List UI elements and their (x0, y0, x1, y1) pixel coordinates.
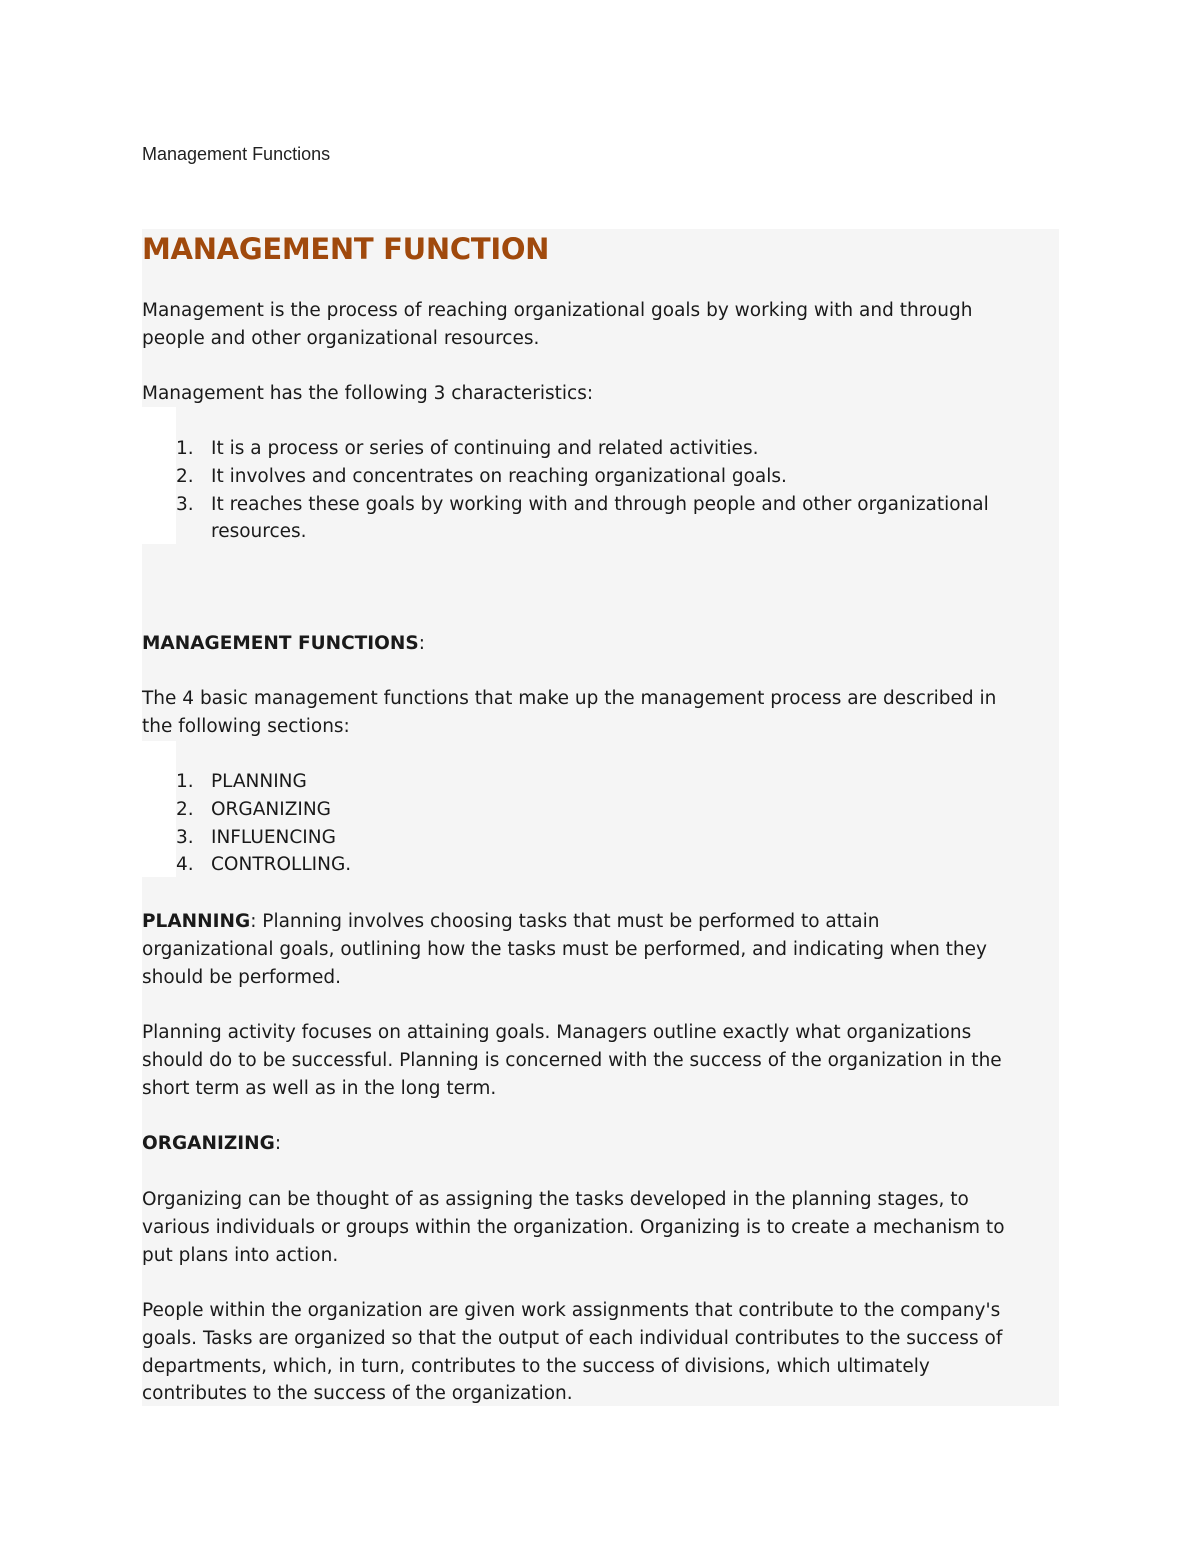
intro-paragraph (142, 297, 972, 353)
organizing-label: ORGANIZING (142, 1133, 275, 1154)
organizing-heading (142, 1130, 281, 1158)
paragraph-line: various individuals or groups within the organization. Organizing is to create a mechanism to (142, 1216, 1005, 1238)
functions-intro-line: the following sections: (142, 715, 350, 737)
paragraph-line: Planning activity focuses on attaining goals. Managers outline exactly what organizations (142, 1022, 972, 1043)
list-number: 3. (176, 826, 194, 848)
list-item (142, 796, 351, 824)
functions-heading-label: MANAGEMENT FUNCTIONS (142, 633, 419, 654)
organizing-suffix: : (274, 1133, 282, 1154)
list-item-text: It is a process or series of continuing and related activities. (211, 438, 759, 459)
list-item-text: INFLUENCING (211, 826, 336, 848)
list-item (142, 463, 989, 491)
paragraph-line: should do to be successful. Planning is concerned with the success of the organization in the (142, 1049, 1002, 1071)
characteristics-list (142, 435, 989, 546)
paragraph-line: put plans into action. (142, 1244, 339, 1266)
list-item (142, 768, 351, 796)
planning-activity-paragraph (142, 1019, 1002, 1102)
functions-intro (142, 685, 996, 741)
list-number: 2. (176, 798, 194, 820)
functions-heading (142, 630, 425, 658)
list-item (142, 491, 989, 547)
paragraph-line: goals. Tasks are organized so that the output of each individual contributes to the success of (142, 1327, 1003, 1349)
intro-line: Management is the process of reaching organizational goals by working with and through (142, 300, 973, 321)
list-item-text: CONTROLLING. (211, 854, 352, 876)
planning-text: should be performed. (142, 966, 342, 988)
functions-heading-suffix: : (418, 633, 425, 654)
list-item-text: It involves and concentrates on reaching organizational goals. (211, 465, 787, 487)
list-number: 4. (176, 854, 194, 876)
list-number: 2. (176, 465, 194, 487)
list-number: 1. (176, 771, 194, 792)
list-item (142, 851, 351, 879)
list-item-text: resources. (211, 521, 307, 543)
paragraph-line: short term as well as in the long term. (142, 1077, 497, 1099)
intro-line: people and other organizational resources. (142, 327, 540, 349)
functions-intro-line: The 4 basic management functions that make up the management process are described in (142, 688, 997, 709)
list-item-text: It reaches these goals by working with and through people and other organizational (211, 493, 989, 515)
characteristics-intro: Management has the following 3 characteristics: (142, 383, 594, 404)
organizing-people-paragraph (142, 1297, 1002, 1408)
planning-paragraph (142, 908, 987, 991)
functions-list (142, 768, 351, 879)
planning-text: organizational goals, outlining how the tasks must be performed, and indicating when they (142, 938, 987, 960)
planning-label: PLANNING (142, 911, 251, 932)
running-header: Management Functions (142, 144, 331, 164)
list-item-text: PLANNING (211, 771, 307, 792)
paragraph-line: People within the organization are given work assignments that contribute to the company's (142, 1300, 1001, 1321)
list-number: 3. (176, 493, 194, 515)
list-item (142, 824, 351, 852)
list-item (142, 435, 989, 463)
paragraph-line: contributes to the success of the organization. (142, 1383, 573, 1405)
organizing-paragraph (142, 1186, 1005, 1269)
paragraph-line: departments, which, in turn, contributes to the success of divisions, which ultimately (142, 1355, 930, 1377)
paragraph-line: Organizing can be thought of as assigning the tasks developed in the planning stages, to (142, 1189, 969, 1210)
page-title: MANAGEMENT FUNCTION (142, 232, 550, 266)
planning-text: : Planning involves choosing tasks that must be performed to attain (250, 911, 880, 932)
list-number: 1. (176, 438, 194, 459)
list-item-text: ORGANIZING (211, 798, 332, 820)
